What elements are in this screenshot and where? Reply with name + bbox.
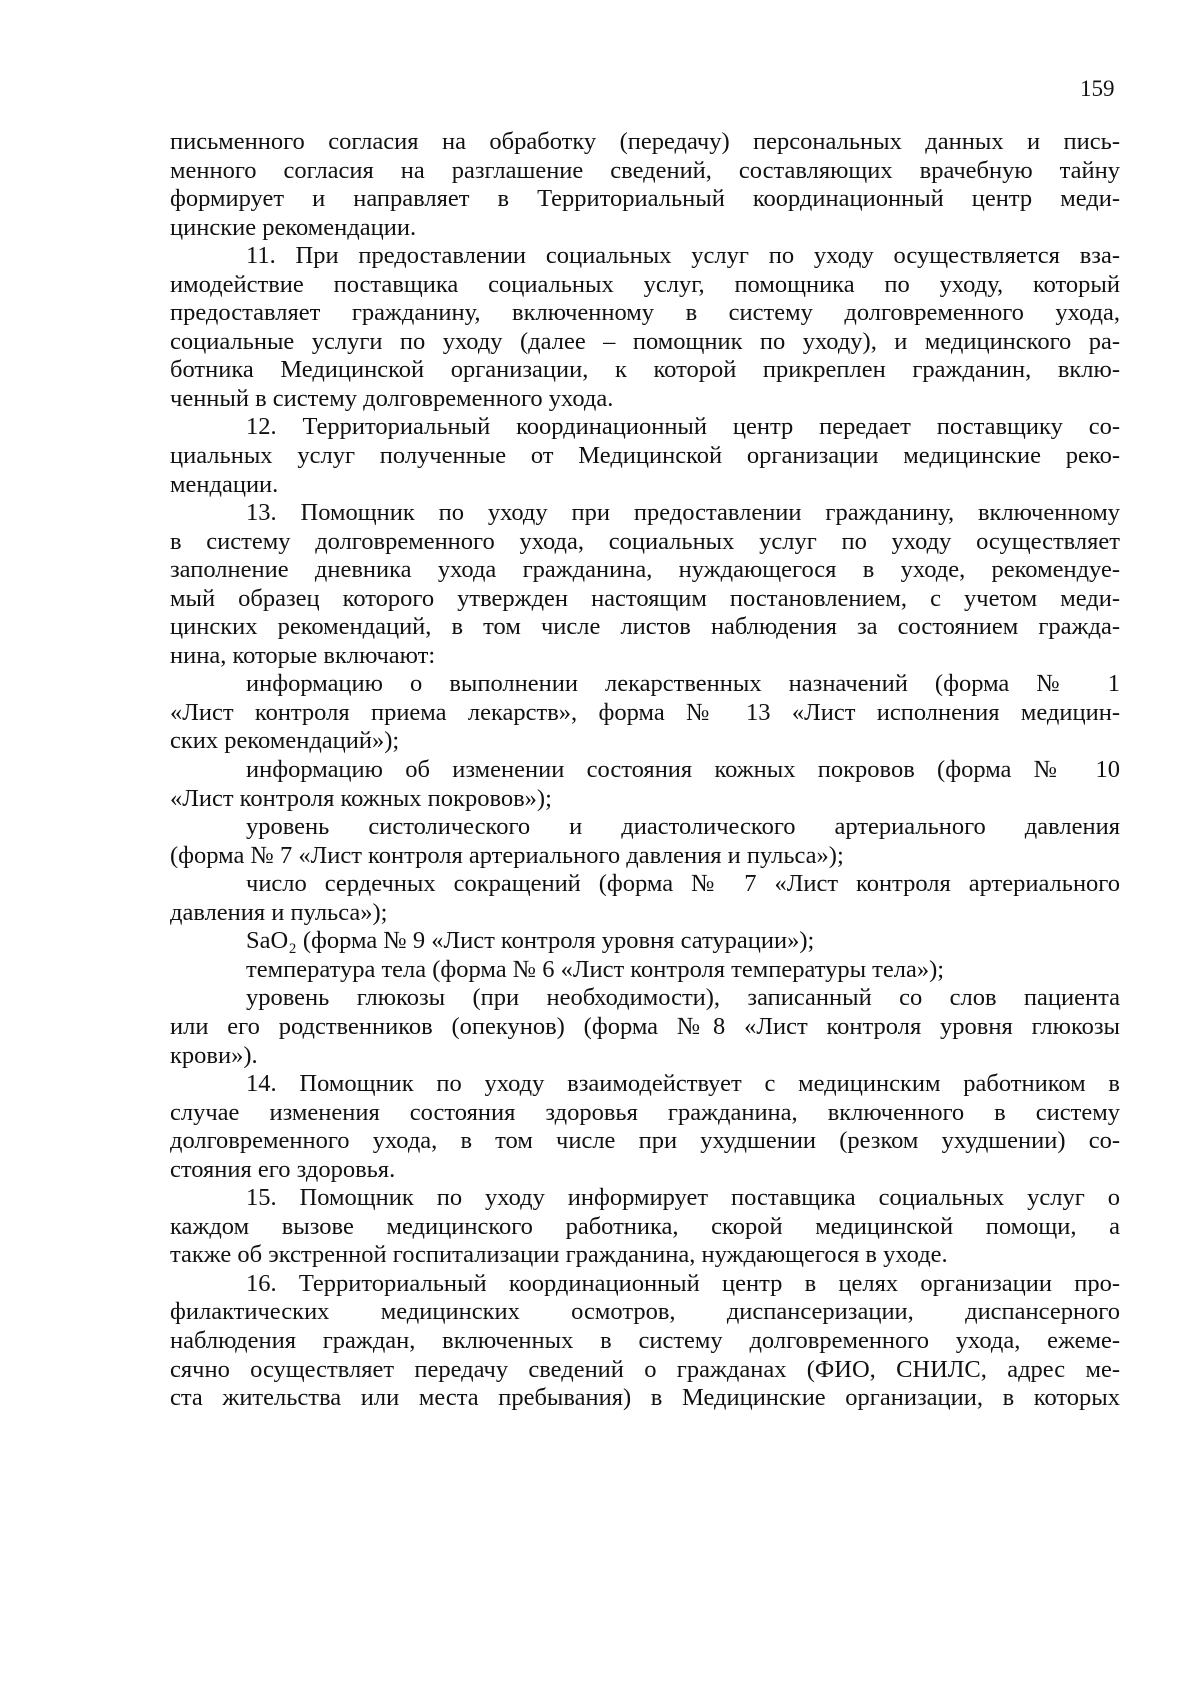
text-line: информацию об изменении состояния кожных покровов (форма № 10 [246, 756, 1120, 784]
text-line: случае изменения состояния здоровья гражданина, включенного в систему [170, 1098, 1120, 1126]
text-line: 14. Помощник по уходу взаимодействует с медицинским работником в [246, 1070, 1120, 1098]
text-line: заполнение дневника ухода гражданина, нуждающегося в уходе, рекомендуе- [170, 556, 1120, 584]
text-line: уровень глюкозы (при необходимости), записанный со слов пациента [246, 984, 1120, 1012]
text-line: сячно осуществляет передачу сведений о гражданах (ФИО, СНИЛС, адрес ме- [170, 1355, 1120, 1383]
text-line: 11. При предоставлении социальных услуг по уходу осуществляется вза- [246, 242, 1120, 270]
text-line: ботника Медицинской организации, к которой прикреплен гражданин, вклю- [170, 356, 1120, 384]
text-line: каждом вызове медицинского работника, скорой медицинской помощи, а [170, 1212, 1120, 1240]
text-line: нина, которые включают: [170, 641, 436, 669]
text-line: имодействие поставщика социальных услуг, помощника по уходу, который [170, 270, 1120, 298]
text-line: ских рекомендаций»); [170, 727, 400, 755]
text-line: 12. Территориальный координационный центр передает поставщику со- [246, 413, 1120, 441]
text-line: крови»). [170, 1041, 258, 1069]
text-line: ченный в систему долговременного ухода. [170, 384, 614, 412]
text-line: SaO₂ (форма № 9 «Лист контроля уровня сатурации»); [246, 927, 815, 955]
text-line: давления и пульса»); [170, 898, 388, 926]
text-line: (форма № 7 «Лист контроля артериального давления и пульса»); [170, 841, 844, 869]
text-line: филактических медицинских осмотров, диспансеризации, диспансерного [170, 1298, 1120, 1326]
text-line: уровень систолического и диастолического артериального давления [246, 813, 1120, 841]
text-line: долговременного ухода, в том числе при ухудшении (резком ухудшении) со- [170, 1127, 1120, 1155]
text-line: стояния его здоровья. [170, 1155, 396, 1183]
text-line: 16. Территориальный координационный центр в целях организации про- [246, 1269, 1120, 1297]
text-line: цинских рекомендаций, в том числе листов наблюдения за состоянием гражда- [170, 613, 1120, 641]
text-line: ста жительства или места пребывания) в Медицинские организации, в которых [170, 1384, 1120, 1412]
text-line: число сердечных сокращений (форма № 7 «Лист контроля артериального [246, 870, 1120, 898]
text-line: менного согласия на разглашение сведений, составляющих врачебную тайну [170, 156, 1120, 184]
text-line: температура тела (форма № 6 «Лист контроля температуры тела»); [246, 955, 945, 983]
text-line: также об экстренной госпитализации гражданина, нуждающегося в уходе. [170, 1241, 948, 1269]
text-line: мый образец которого утвержден настоящим постановлением, с учетом меди- [170, 584, 1120, 612]
text-line: или его родственников (опекунов) (форма №8 «Лист контроля уровня глюкозы [170, 1012, 1120, 1040]
text-line: циальных услуг полученные от Медицинской организации медицинские реко- [170, 442, 1120, 470]
text-line: письменного согласия на обработку (передачу) персональных данных и пись- [170, 128, 1120, 155]
text-line: предоставляет гражданину, включенному в систему долговременного ухода, [170, 299, 1120, 327]
text-line: 13. Помощник по уходу при предоставлении гражданину, включенному [246, 499, 1120, 527]
text-line: «Лист контроля кожных покровов»); [170, 784, 552, 812]
text-line: в систему долговременного ухода, социальных услуг по уходу осуществляет [170, 527, 1120, 555]
text-line: социальные услуги по уходу (далее – помощник по уходу), и медицинского ра- [170, 327, 1120, 355]
text-line: мендации. [170, 470, 279, 498]
text-line: наблюдения граждан, включенных в систему долговременного ухода, ежеме- [170, 1326, 1120, 1354]
page-number: 159 [1080, 76, 1115, 101]
text-line: цинские рекомендации. [170, 213, 417, 241]
document-body [170, 128, 1120, 1413]
text-line: 15. Помощник по уходу информирует поставщика социальных услуг о [246, 1184, 1120, 1212]
text-line: формирует и направляет в Территориальный координационный центр меди- [170, 185, 1120, 213]
text-line: «Лист контроля приема лекарств», форма № 13 «Лист исполнения медицин- [170, 698, 1120, 726]
text-line: информацию о выполнении лекарственных назначений (форма № 1 [246, 670, 1120, 698]
